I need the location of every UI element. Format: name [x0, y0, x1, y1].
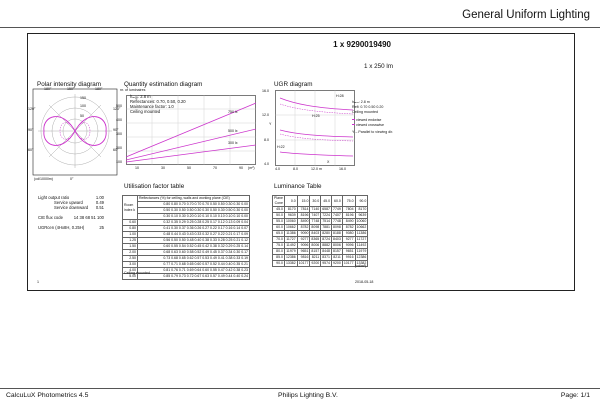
ugr-ytick-8: 8.0: [264, 138, 269, 142]
table-row: [273, 261, 368, 267]
table-cell: 7749: [333, 207, 341, 211]
table-cell: 7814: [297, 207, 310, 213]
table-cell: 10662: [285, 225, 296, 229]
table-cell: 3.00: [123, 262, 138, 268]
table-cell: 9639: [284, 213, 297, 219]
polar-angle-120r: 120°: [113, 107, 121, 111]
quantity-xtick-70: 70: [213, 166, 217, 170]
luminance-unit: (cd/m²): [355, 264, 367, 268]
quantity-line-300: 300 lx: [228, 141, 238, 145]
table-cell: 8882: [322, 243, 331, 247]
ugr-ytick-16: 16.0: [262, 89, 269, 93]
utilisation-table: [122, 195, 250, 280]
table-cell: 90.0: [273, 261, 285, 267]
table-cell: 10060: [285, 219, 296, 223]
table-cell: 8403: [333, 237, 341, 241]
inner-page-number: 1: [37, 280, 39, 284]
table-cell: 7748: [333, 219, 341, 223]
table-cell: 2.00: [123, 250, 138, 256]
table-cell: 8724: [322, 237, 331, 241]
table-cell: 7140: [311, 207, 320, 211]
table-cell: 8403: [311, 231, 320, 235]
stat-value: 0.49: [95, 200, 104, 206]
table-cell: 9277: [297, 237, 310, 243]
table-cell: 7514: [322, 219, 331, 223]
table-cell: 15.0: [297, 196, 310, 207]
polar-zero: 0°: [70, 177, 74, 181]
table-cell: 75.0: [342, 196, 355, 207]
quantity-ytick-500: 500: [116, 104, 122, 108]
table-cell: 7748: [311, 219, 320, 223]
ugr-chart: [275, 90, 355, 166]
luminance-title: Luminance Table: [274, 183, 322, 190]
table-cell: Room index k: [123, 196, 138, 220]
table-row: [273, 196, 368, 207]
table-cell: 85.0: [273, 255, 285, 261]
table-cell: 0.85 0.79 0.73 0.72 0.67 0.63 0.57 0.49 0.44 0.40 0.24: [138, 274, 250, 280]
stat-label: Light output ratio: [38, 195, 70, 200]
polar-ring-100: 100: [80, 104, 86, 108]
table-cell: 7881: [322, 225, 331, 229]
ugr-title: UGR diagram: [274, 81, 313, 88]
footer-app-name: CalcuLuX Photometrics 4.5: [6, 392, 89, 399]
table-cell: 7407: [311, 213, 320, 217]
table-cell: 9816: [297, 255, 310, 261]
ugr-legend-swatch-dashed: [352, 124, 355, 125]
ugr-legend-5: viewed crosswise: [356, 123, 384, 127]
stat-label: Service upward: [54, 200, 83, 206]
quantity-line-750: 750 lx: [228, 110, 238, 114]
table-cell: 0.80: [123, 226, 138, 232]
table-cell: 9574: [322, 261, 331, 265]
table-cell: 9200: [311, 261, 320, 265]
table-cell: 9080: [342, 231, 355, 237]
table-cell: 0.77 0.71 0.68 0.65 0.60 0.57 0.52 0.44 0.40 0.35 0.21: [138, 262, 250, 268]
table-cell: 60.0: [332, 196, 343, 207]
stat-value: 0.51: [95, 205, 104, 211]
ugr-legend-3: Ceiling mounted: [352, 110, 378, 114]
table-cell: 45.0: [273, 207, 285, 213]
table-cell: 8196: [342, 213, 355, 219]
ugr-xtick-4: 4.0: [275, 167, 280, 171]
polar-angle-60r: 60°: [113, 148, 119, 152]
quantity-xunit: (m²): [248, 166, 255, 170]
table-cell: 7224: [322, 213, 331, 217]
stat-label: CIE flux code: [38, 215, 63, 221]
table-cell: 13382: [356, 261, 367, 265]
table-cell: 8188: [333, 231, 341, 235]
footer-divider: [0, 388, 600, 389]
ugr-label-h25: H:25: [312, 114, 320, 118]
table-cell: 8196: [297, 213, 310, 219]
ugr-ytick-4: 4.0: [264, 162, 269, 166]
ugr-xtick-16: 16.0: [339, 167, 346, 171]
table-cell: 90.0: [355, 196, 368, 207]
quantity-info-4: Ceiling mounted: [130, 109, 161, 114]
polar-unit: (cd/1000lm): [34, 177, 53, 181]
table-cell: 9200: [333, 261, 341, 265]
item-flux: 1 x 250 lm: [363, 63, 393, 70]
table-cell: 0.30 0.10 0.30 0.20 0.10 0.10 0.10 0.10 0.10 0.10 0.00: [138, 214, 250, 220]
table-cell: 11386: [286, 231, 296, 235]
polar-angle-top: 150°: [67, 87, 75, 91]
table-cell: 8170: [284, 207, 297, 213]
polar-angle-90r: 90°: [113, 128, 119, 132]
table-cell: 2.50: [123, 256, 138, 262]
quantity-ytick-400: 400: [116, 118, 122, 122]
table-cell: 7804: [342, 207, 355, 213]
table-cell: 8098: [333, 225, 341, 229]
header-divider: [0, 27, 600, 28]
ugr-legend-1: hₘₐₓ: 2.8 m: [352, 100, 370, 104]
table-cell: 0.50 0.30 0.50 0.50 0.30 0.30 0.50 0.30 0.50 0.30 0.00: [138, 208, 250, 214]
stats-block: [38, 195, 104, 230]
table-cell: 8157: [311, 249, 320, 253]
polar-angle-tr: 180°: [95, 87, 103, 91]
utilisation-footer: Ceiling mounted: [124, 271, 150, 275]
table-cell: 8365: [311, 237, 320, 241]
table-cell: 11492: [356, 243, 367, 247]
table-cell: 55.0: [273, 219, 285, 225]
footer-page-number: Page: 1/1: [560, 392, 590, 399]
quantity-line-500: 500 lx: [228, 129, 238, 133]
table-cell: 8157: [333, 249, 341, 253]
table-cell: 8448: [322, 249, 331, 253]
table-cell: 80.0: [273, 249, 285, 255]
table-cell: 9277: [342, 237, 355, 243]
table-cell: 4.00: [123, 268, 138, 274]
table-cell: Reflectances (%) for ceiling, walls and working plane (CIE): [138, 196, 250, 202]
table-cell: 75.0: [273, 243, 285, 249]
polar-ring-150: 150: [80, 96, 86, 100]
report-date: 2018-05-18: [355, 280, 374, 284]
table-cell: 6587: [322, 207, 331, 211]
polar-angle-60l: 60°: [28, 148, 34, 152]
stat-value: 14 38 68 51 100: [73, 215, 104, 221]
table-cell: 12386: [285, 255, 296, 259]
ugr-ytick-12: 12.0: [262, 113, 269, 117]
quantity-subtitle: nr. of luminaires: [120, 88, 146, 92]
table-cell: 0.32 0.35 0.29 0.25 0.28 0.25 0.17 0.12 0.13 0.09 0.04: [138, 220, 250, 226]
table-cell: 9096: [297, 243, 310, 249]
page-header-title: General Uniform Lighting: [462, 9, 590, 21]
table-cell: 8211: [311, 255, 320, 259]
table-cell: 13382: [285, 261, 296, 265]
ugr-legend-6: Y – Parallel to viewing dir.: [352, 130, 394, 134]
table-cell: 50.0: [273, 213, 285, 219]
stat-value: 1.00: [95, 195, 104, 200]
table-cell: 1.25: [123, 238, 138, 244]
ugr-legend-swatch-solid: [352, 119, 355, 120]
quantity-xtick-50: 50: [187, 166, 191, 170]
table-cell: 9916: [342, 255, 355, 261]
quantity-ytick-100: 100: [116, 160, 122, 164]
table-cell: Plane Cone: [274, 196, 283, 205]
polar-ring-50: 50: [80, 114, 84, 118]
ugr-axis-y: Y: [269, 122, 272, 126]
table-cell: 9090: [297, 231, 310, 237]
table-cell: 8006: [311, 243, 320, 247]
table-cell: 8371: [322, 255, 331, 259]
stat-row: [38, 215, 104, 220]
table-cell: 10177: [298, 261, 309, 265]
table-cell: 11386: [356, 231, 367, 235]
table-cell: 0.80 0.80 0.70 0.70 0.70 0.70 0.50 0.50 0.30 0.30 0.00: [138, 202, 250, 208]
polar-angle-90l: 90°: [28, 128, 34, 132]
table-cell: 9651: [297, 249, 310, 255]
ugr-xtick-12: 12.0 m: [311, 167, 322, 171]
table-cell: 70.0: [273, 237, 285, 243]
quantity-xtick-10: 10: [135, 166, 139, 170]
table-cell: 1.50: [123, 244, 138, 250]
stat-value: 25: [99, 225, 104, 231]
table-cell: 0.0: [284, 196, 297, 207]
item-title: 1 x 9290019490: [333, 40, 391, 49]
table-cell: 8490: [297, 219, 310, 225]
table-cell: 8782: [297, 225, 310, 231]
table-cell: 0.60 0.55 0.54 0.52 0.45 0.42 0.38 0.32 0.29 0.25 0.14: [138, 244, 250, 250]
table-cell: 7407: [333, 213, 341, 217]
table-cell: 12386: [356, 255, 367, 259]
table-cell: 10177: [343, 261, 354, 265]
table-cell: 0.60: [123, 220, 138, 226]
polar-diagram: [32, 88, 121, 176]
quantity-title: Quantity estimation diagram: [124, 81, 203, 88]
table-cell: 5.00: [123, 274, 138, 280]
stat-row: [38, 205, 104, 210]
table-cell: 9651: [342, 249, 355, 255]
polar-title: Polar intensity diagram: [37, 81, 102, 88]
stat-label: UGRcen (4Hx8H, 0.25H): [38, 225, 85, 231]
footer-company: Philips Lighting B.V.: [278, 392, 338, 399]
polar-angle-120l: 120°: [28, 107, 36, 111]
ugr-xtick-8: 8.0: [293, 167, 298, 171]
table-cell: 11727: [286, 237, 296, 241]
ugr-label-h28: H:28: [336, 94, 344, 98]
ugr-legend-4: viewed endwise: [356, 118, 382, 122]
ugr-label-h22: H:22: [277, 145, 285, 149]
quantity-info-1: hₘₐₓ: 2.8 m: [130, 94, 151, 99]
stat-row: [38, 225, 104, 230]
table-cell: 9096: [342, 243, 355, 249]
table-cell: 11979: [286, 249, 296, 253]
ugr-axis-x: X: [327, 160, 330, 164]
table-cell: 0.73 0.68 0.65 0.62 0.57 0.53 0.49 0.41 0.38 0.33 0.19: [138, 256, 250, 262]
table-cell: 0.81 0.76 0.71 0.69 0.64 0.60 0.55 0.47 0.42 0.38 0.23: [138, 268, 250, 274]
table-cell: 11979: [356, 249, 367, 253]
table-cell: 10060: [356, 219, 367, 223]
table-cell: 8170: [355, 207, 368, 213]
table-cell: 8782: [342, 225, 355, 231]
quantity-info-2: Reflectances: 0.70, 0.50, 0.20: [130, 99, 186, 104]
quantity-xtick-30: 30: [161, 166, 165, 170]
table-cell: 0.68 0.63 0.60 0.58 0.52 0.49 0.45 0.37 0.34 0.30 0.17: [138, 250, 250, 256]
table-cell: 8280: [322, 231, 331, 235]
quantity-info-3: Maintenance factor: 1.0: [130, 104, 174, 109]
table-cell: 60.0: [273, 225, 285, 231]
table-cell: 11727: [356, 237, 367, 241]
table-cell: 8098: [311, 225, 320, 229]
quantity-xtick-90: 90: [239, 166, 243, 170]
table-cell: 8490: [342, 219, 355, 225]
stat-label: Service downward: [54, 205, 89, 211]
quantity-ytick-200: 200: [116, 146, 122, 150]
table-cell: 0.56 0.50 0.50 0.48 0.40 0.38 0.33 0.28 0.25 0.21 0.12: [138, 238, 250, 244]
polar-angle-tl: 180°: [44, 87, 52, 91]
utilisation-title: Utilisation factor table: [124, 183, 185, 190]
table-cell: 1.00: [123, 232, 138, 238]
table-cell: 0.48 0.44 0.43 0.43 0.33 0.32 0.27 0.22 0.21 0.17 0.09: [138, 232, 250, 238]
table-cell: 0.41 0.30 0.37 0.36 0.26 0.27 0.22 0.17 0.16 0.14 0.07: [138, 226, 250, 232]
table-cell: 8006: [333, 243, 341, 247]
table-cell: 9639: [355, 213, 368, 219]
table-cell: 10662: [356, 225, 367, 229]
table-cell: 30.0: [310, 196, 321, 207]
quantity-ytick-300: 300: [116, 132, 122, 136]
table-cell: 11492: [286, 243, 296, 247]
luminance-table: [272, 195, 368, 267]
table-cell: 65.0: [273, 231, 285, 237]
ugr-legend-2: Refl: 0.70 0.50 0.20: [352, 105, 384, 109]
table-cell: 8211: [333, 255, 341, 259]
table-cell: 45.0: [321, 196, 332, 207]
